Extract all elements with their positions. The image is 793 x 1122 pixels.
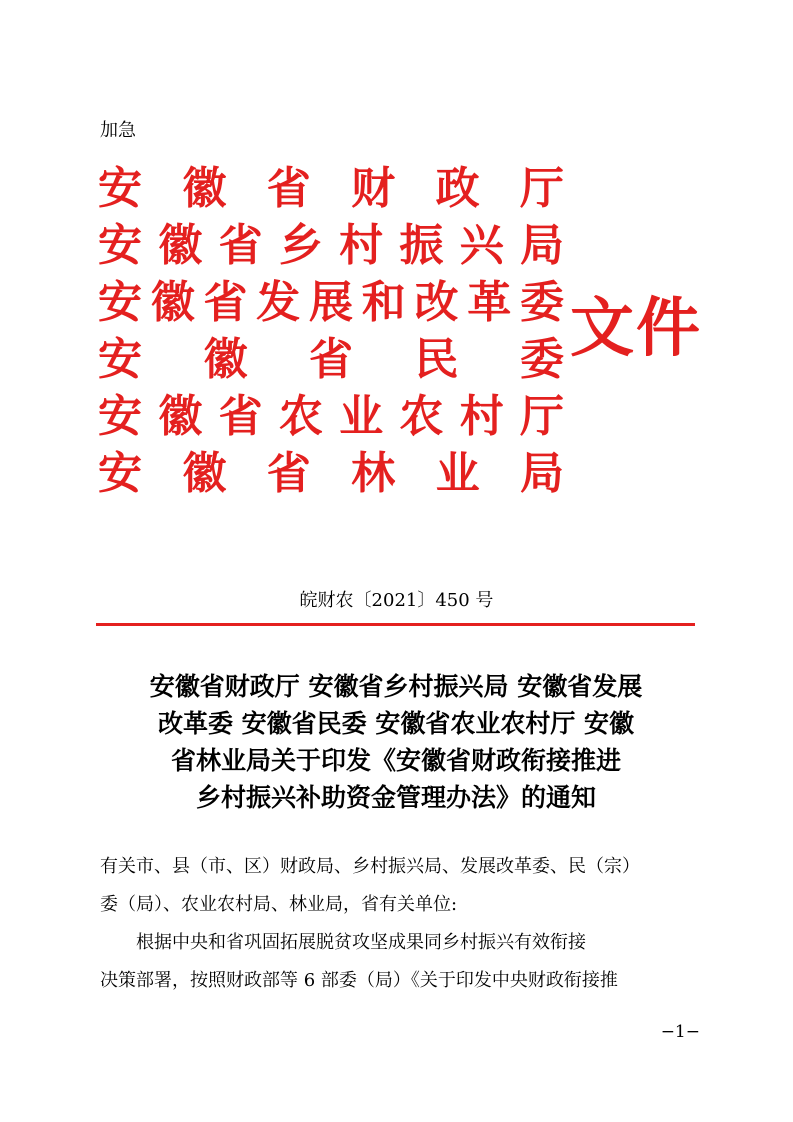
issuer-char: 展 bbox=[309, 277, 353, 328]
issuer-char: 厅 bbox=[519, 391, 564, 442]
issuer-char: 徽 bbox=[182, 448, 227, 499]
issuer-char: 徽 bbox=[158, 220, 203, 271]
issuer-char: 革 bbox=[467, 277, 512, 328]
issuer-char: 农 bbox=[399, 391, 444, 442]
issuer-char: 省 bbox=[266, 448, 311, 499]
issuer-char: 和 bbox=[361, 277, 406, 328]
issuer-char: 乡 bbox=[278, 220, 323, 271]
issuer-finance-department bbox=[98, 160, 564, 217]
issuer-char: 徽 bbox=[203, 334, 248, 385]
document-type-label: 文件 bbox=[570, 291, 702, 366]
issuer-char: 兴 bbox=[459, 220, 504, 271]
issuer-char: 省 bbox=[266, 163, 311, 214]
issuer-char: 省 bbox=[218, 220, 263, 271]
title-line: 改革委 安徽省民委 安徽省农业农村厅 安徽 bbox=[157, 709, 635, 738]
addressee-line: 委（局）、农业农村局、林业局，省有关单位: bbox=[100, 894, 458, 915]
issuer-char: 省 bbox=[203, 277, 248, 328]
document-title bbox=[96, 668, 696, 816]
red-separator-line bbox=[96, 623, 695, 626]
issuer-char: 厅 bbox=[519, 163, 564, 214]
issuer-char: 业 bbox=[435, 448, 480, 499]
issuer-char: 发 bbox=[256, 277, 301, 328]
issuer-char: 安 bbox=[98, 277, 142, 328]
issuer-char: 徽 bbox=[182, 163, 227, 214]
issuer-char: 省 bbox=[218, 391, 263, 442]
issuer-development-reform-commission bbox=[98, 274, 564, 331]
title-line: 省林业局关于印发《安徽省财政衔接推进 bbox=[170, 746, 621, 775]
issuer-char: 安 bbox=[98, 220, 142, 271]
issuer-char: 村 bbox=[459, 391, 504, 442]
issuer-char: 安 bbox=[98, 163, 142, 214]
document-number: 皖财农〔2021〕450 号 bbox=[299, 590, 494, 611]
issuer-char: 徽 bbox=[150, 277, 195, 328]
issuer-char: 振 bbox=[399, 220, 444, 271]
page-number: −1− bbox=[660, 1022, 700, 1042]
issuer-char: 财 bbox=[351, 163, 396, 214]
issuer-char: 政 bbox=[435, 163, 480, 214]
issuer-char: 安 bbox=[98, 391, 142, 442]
issuer-agriculture-department bbox=[98, 388, 564, 445]
addressee-line: 有关市、县（市、区）财政局、乡村振兴局、发展改革委、民（宗） bbox=[100, 856, 640, 877]
issuing-authorities bbox=[98, 160, 564, 502]
document-body bbox=[100, 848, 700, 1000]
paragraph-line: 根据中央和省巩固拓展脱贫攻坚成果同乡村振兴有效衔接 bbox=[136, 932, 586, 953]
issuer-char: 徽 bbox=[158, 391, 203, 442]
issuer-forestry-bureau bbox=[98, 445, 564, 502]
issuer-char: 业 bbox=[339, 391, 384, 442]
title-line: 安徽省财政厅 安徽省乡村振兴局 安徽省发展 bbox=[149, 672, 643, 701]
paragraph-line: 决策部署，按照财政部等 6 部委（局）《关于印发中央财政衔接推 bbox=[100, 970, 618, 991]
issuer-ethnic-affairs-commission bbox=[98, 331, 564, 388]
issuer-char: 村 bbox=[339, 220, 384, 271]
urgency-label: 加急 bbox=[100, 120, 136, 141]
issuer-char: 林 bbox=[351, 448, 396, 499]
issuer-char: 改 bbox=[414, 277, 459, 328]
issuer-char: 民 bbox=[414, 334, 459, 385]
issuer-char: 委 bbox=[520, 277, 564, 328]
issuer-char: 安 bbox=[98, 334, 142, 385]
issuer-char: 委 bbox=[520, 334, 564, 385]
issuer-char: 局 bbox=[519, 448, 564, 499]
title-line: 乡村振兴补助资金管理办法》的通知 bbox=[195, 783, 596, 812]
issuer-rural-revitalization-bureau bbox=[98, 217, 564, 274]
issuer-char: 省 bbox=[309, 334, 353, 385]
issuer-char: 局 bbox=[519, 220, 564, 271]
issuer-char: 农 bbox=[278, 391, 323, 442]
issuer-char: 安 bbox=[98, 448, 142, 499]
